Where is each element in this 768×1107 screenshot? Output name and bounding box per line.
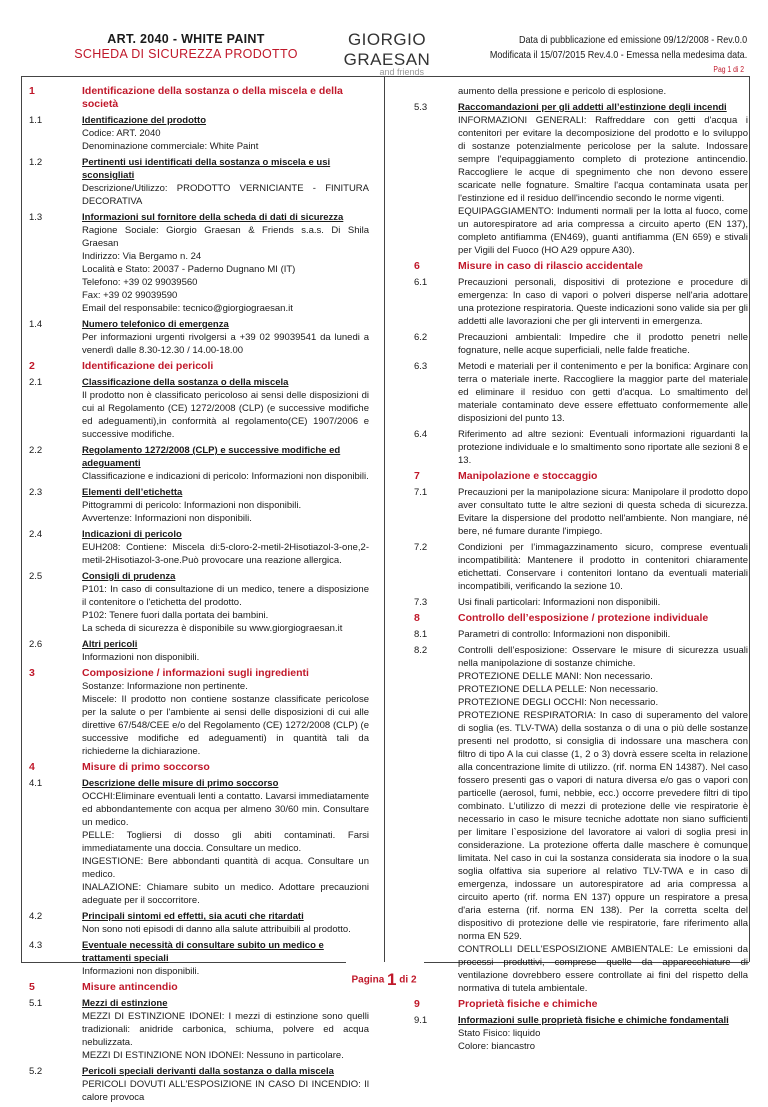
subsection-title: Informazioni sul fornitore della scheda di dati di sicurezza	[82, 212, 344, 223]
section-number: 2	[29, 360, 35, 372]
subsection	[29, 638, 369, 651]
body-paragraph: MEZZI DI ESTINZIONE IDONEI: I mezzi di estinzione sono quelli tradizionali: anidride carbonica, schiuma, polvere ed acqua nebulizzata.	[82, 1011, 369, 1048]
subsection-body	[458, 596, 748, 609]
section-number	[414, 85, 458, 98]
body-paragraph: MEZZI DI ESTINZIONE NON IDONEI: Nessuno in particolare.	[82, 1050, 344, 1061]
body-paragraph: Codice: ART. 2040	[82, 128, 161, 139]
section-number: 4	[29, 761, 35, 773]
subsection	[29, 156, 369, 182]
subsection	[414, 331, 748, 357]
subsection	[29, 939, 369, 965]
body-paragraph: Pittogrammi di pericolo: Informazioni non disponibili.	[82, 500, 302, 511]
section-heading	[414, 612, 748, 625]
header-left	[56, 32, 316, 61]
subsection-title: Principali sintomi ed effetti, sia acuti che ritardati	[82, 911, 304, 922]
section-number: 6.4	[414, 429, 428, 440]
section-heading	[29, 761, 369, 774]
body-paragraph: Fax: +39 02 99039590	[82, 290, 178, 301]
body-paragraph: Precauzioni ambientali: Impedire che il prodotto penetri nelle fognature, nelle acque superficiali, nelle falde freatiche.	[458, 332, 748, 356]
section-number: 5.2	[29, 1066, 43, 1077]
section-title: Misure di primo soccorso	[82, 761, 210, 773]
section-number: 2.5	[29, 571, 43, 582]
subsection-title: Pertinenti usi identificati della sostanza o miscela e usi sconsigliati	[82, 157, 331, 181]
body-paragraph: OCCHI:Eliminare eventuali lenti a contatto. Lavarsi immediatamente ed abbondantemente con acqua per almeno 30/60 min. Consultare un medico.	[82, 791, 369, 828]
section-number: 7.2	[414, 542, 428, 553]
subsection	[29, 114, 369, 127]
section-number: 4.1	[29, 778, 43, 789]
body-paragraph: Sostanze: Informazione non pertinente.	[82, 681, 248, 692]
subsection-body	[458, 644, 748, 995]
body-paragraph: Avvertenze: Informazioni non disponibili.	[82, 513, 252, 524]
publication-date: Data di pubblicazione ed emissione 09/12/2008 - Rev.0.0	[518, 34, 747, 46]
section-number: 1	[29, 85, 35, 97]
section-title: Composizione / informazioni sugli ingredienti	[82, 667, 309, 679]
subsection-body	[458, 360, 748, 425]
body-paragraph: Metodi e materiali per il contenimento e per la bonifica: Arginare con terra o materiale inerte. Raccogliere la maggior parte del materiale ed eliminare il residuo con getti d'acqua. Lo smaltimento del materiale contaminato deve essere effettuato conformemente alle disposizioni del punto 13.	[458, 361, 748, 424]
footer-total: di 2	[399, 974, 417, 986]
section-number: 1.2	[29, 157, 43, 168]
section-heading	[414, 260, 748, 273]
body-paragraph: P102: Tenere fuori dalla portata dei bambini.	[82, 610, 269, 621]
section-number: 2.6	[29, 639, 43, 650]
body-paragraph: INFORMAZIONI GENERALI: Raffreddare con getti d'acqua i contenitori per evitare la decomposizione del prodotto e lo sviluppo di sostanze potenzialmente pericolose per la salute. Indossare sempre l'equipaggiamento completo di protezione antincendio. Raccogliere le acque di spegnimento che non devono essere scaricate nelle fognature. Smaltire l'acqua contaminata usata per l'estinzione ed il residuo dell'incendio secondo le norme vigenti.	[458, 115, 748, 204]
section-number: 6.2	[414, 332, 428, 343]
left-column-rule	[21, 76, 22, 962]
footer-page	[0, 970, 768, 990]
section-number: 7.3	[414, 597, 428, 608]
subsection-body	[458, 486, 748, 538]
body-paragraph: Miscele: Il prodotto non contiene sostanze classificate pericolose per la salute o per l'ambiente ai sensi delle disposizioni di cui alle direttive 67/548/CEE e/o del Regolamento (CE) 1272/2008 (CLP) (e successive modifiche ed adeguamenti) in quantità tali da richiederne la dichiarazione.	[82, 694, 369, 757]
section-number: 1.1	[29, 115, 43, 126]
section-number: 7	[414, 470, 420, 482]
section-heading	[29, 667, 369, 680]
section-title: Manipolazione e stoccaggio	[458, 470, 598, 482]
subsection	[29, 318, 369, 331]
center-column-rule	[384, 76, 385, 962]
subsection-body	[458, 331, 748, 357]
subsection-title: Classificazione della sostanza o della miscela	[82, 377, 289, 388]
section-title: Misure antincendio	[82, 981, 178, 993]
section-title: Identificazione della sostanza o della miscela e della società	[82, 85, 343, 110]
subsection-title: Identificazione del prodotto	[82, 115, 207, 126]
body-paragraph: Stato Fisico: liquido	[458, 1028, 541, 1039]
section-heading	[29, 85, 369, 111]
article-title: ART. 2040 - WHITE PAINT	[107, 32, 265, 46]
body-paragraph: Email del responsabile: tecnico@giorgiograesan.it	[82, 303, 293, 314]
header-rule	[21, 76, 749, 77]
subsection	[414, 276, 748, 328]
modification-date: Modificata il 15/07/2015 Rev.4.0 - Emessa nella medesima data.	[489, 48, 747, 61]
subsection	[29, 570, 369, 583]
body-paragraph: PERICOLI DOVUTI ALL'ESPOSIZIONE IN CASO DI INCENDIO: Il calore provoca	[82, 1079, 369, 1103]
section-number: 7.1	[414, 487, 428, 498]
body-paragraph: PROTEZIONE DEGLI OCCHI: Non necessario.	[458, 697, 659, 708]
section-title: Controllo dell’esposizione / protezione individuale	[458, 612, 709, 624]
section-number: 4.3	[29, 940, 43, 951]
body-paragraph: EUH208: Contiene: Miscela di:5-cloro-2-metil-2Hisotiazol-3-one,2-metil-2Hisotiazol-3-one.Può provocare una reazione allergica.	[82, 542, 369, 566]
body-paragraph: Controlli dell’esposizione: Osservare le misure di sicurezza usuali nella manipolazione di sostanze chimiche.	[458, 645, 748, 669]
subsection-body	[458, 628, 748, 641]
body-paragraph: P101: In caso di consultazione di un medico, tenere a disposizione il contenitore o l'etichetta del prodotto.	[82, 584, 369, 608]
subsection	[414, 486, 748, 538]
page-indicator-top: Pag 1 di 2	[713, 65, 744, 74]
body-paragraph: INGESTIONE: Bere abbondanti quantità di acqua. Consultare un medico.	[82, 856, 369, 880]
subsection	[29, 486, 369, 499]
section-number: 5.1	[29, 998, 43, 1009]
section-title: Proprietà fisiche e chimiche	[458, 998, 598, 1010]
body-paragraph: Classificazione e indicazioni di pericolo: Informazioni non disponibili.	[82, 471, 369, 482]
section-number: 4.2	[29, 911, 43, 922]
subsection-title: Informazioni sulle proprietà fisiche e chimiche fondamentali	[458, 1015, 729, 1026]
body-paragraph: PELLE: Togliersi di dosso gli abiti contaminati. Farsi immediatamente una doccia. Consultare un medico.	[82, 830, 369, 854]
section-number: 1.3	[29, 212, 43, 223]
logo-sub: and friends	[379, 67, 424, 77]
section-title: Misure in caso di rilascio accidentale	[458, 260, 643, 272]
subsection	[29, 376, 369, 389]
body-paragraph: Informazioni non disponibili.	[82, 652, 200, 663]
body-paragraph: Riferimento ad altre sezioni: Eventuali informazioni riguardanti la protezione individuale e lo smaltimento sono riportate alle sezioni 8 e 13.	[458, 429, 748, 466]
sheet-type: SCHEDA DI SICUREZZA PRODOTTO	[74, 47, 298, 61]
right-column-rule	[749, 76, 750, 962]
body-paragraph: PROTEZIONE DELLE MANI: Non necessario.	[458, 671, 653, 682]
right-column	[414, 85, 748, 1056]
body-paragraph: Ragione Sociale: Giorgio Graesan & Friends s.a.s. Di Shila Graesan	[82, 225, 369, 249]
subsection-title: Eventuale necessità di consultare subito un medico e trattamenti speciali	[82, 940, 324, 964]
subsection	[29, 1065, 369, 1078]
subsection	[414, 85, 748, 98]
section-heading	[29, 360, 369, 373]
body-paragraph: PROTEZIONE RESPIRATORIA: In caso di superamento del valore di soglia (es. TLV-TWA) della sostanza o di una o più delle sostanze presenti nel prodotto, si consiglia di indossare una maschera con filtro di tipo A la cui classe (1, 2 o 3) dovrà essere scelta in relazione alla concentrazione limite di utilizzo. (rif. norma EN 14387). Nel caso fossero presenti gas o vapori di natura diversa e/o gas o vapori con particelle (aerosol, fumi, nebbie, ecc.) occorre prevedere filtri di tipo combinato. L’utilizzo di mezzi di protezione delle vie respiratorie è necessario in caso le misure tecniche adottate non siano sufficienti per limitare l`esposizione del lavoratore ai valori di soglia presi in considerazione. La protezione offerta dalle maschere è comunque limitata. Nel caso in cui la sostanza considerata sia inodore o la sua soglia olfattiva sia superiore al relativo TLV-TWA e in caso di emergenza, indossare un autorespiratore ad aria compressa a circuito aperto (rif. norma EN 137) oppure un respiratore a presa d'aria esterna (rif. norma EN 138). Per la corretta scelta del dispositivo di protezione delle vie respiratorie, fare riferimento alla norma EN 529.	[458, 710, 748, 942]
section-number: 2.1	[29, 377, 43, 388]
subsection-body	[458, 85, 748, 98]
body-paragraph: Precauzioni per la manipolazione sicura: Manipolare il prodotto dopo aver consultato tutte le altre sezioni di questa scheda di sicurezza. Evitare la dispersione del prodotto nell'ambiente. Non mangiare, né bere, né fumare durante l'impiego.	[458, 487, 748, 537]
section-number: 6	[414, 260, 420, 272]
body-paragraph: Condizioni per l’immagazzinamento sicuro, comprese eventuali incompatibilità: Mantenere il prodotto in contenitori chiaramente etichettati. Conservare i contenitori lontano da eventuali materiali incompatibili, verificando la sezione 10.	[458, 542, 748, 592]
subsection-body	[458, 428, 748, 467]
company-logo	[312, 30, 462, 77]
body-paragraph: Telefono: +39 02 99039560	[82, 277, 198, 288]
section-heading	[414, 998, 748, 1011]
subsection-title: Raccomandazioni per gli addetti all’estinzione degli incendi	[458, 102, 727, 113]
body-paragraph: Il prodotto non è classificato pericoloso ai sensi delle disposizioni di cui al Regolamento (CE) 1272/2008 (CLP) (e successive modifiche ed adeguamenti),in conformità al regolamento(CE) 1907/2006 e successive modifiche.	[82, 390, 369, 440]
section-number: 2.3	[29, 487, 43, 498]
section-number: 8.2	[414, 645, 428, 656]
section-number: 9	[414, 998, 420, 1010]
subsection-title: Elementi dell’etichetta	[82, 487, 183, 498]
subsection-title: Indicazioni di pericolo	[82, 529, 182, 540]
subsection	[414, 541, 748, 593]
section-number: 2.4	[29, 529, 43, 540]
body-paragraph: Descrizione/Utilizzo: PRODOTTO VERNICIANTE - FINITURA DECORATIVA	[82, 183, 369, 207]
subsection-title: Consigli di prudenza	[82, 571, 176, 582]
subsection-title: Numero telefonico di emergenza	[82, 319, 229, 330]
body-paragraph: Precauzioni personali, dispositivi di protezione e procedure di emergenza: In caso di vapori o polveri disperse nell'aria adottare una protezione respiratoria. Queste indicazioni sono valide sia per gli addetti alle lavorazioni che per gli interventi in emergenza.	[458, 277, 748, 327]
subsection	[29, 211, 369, 224]
body-paragraph: Parametri di controllo: Informazioni non disponibili.	[458, 629, 671, 640]
section-number: 8.1	[414, 629, 428, 640]
section-number: 5.3	[414, 102, 428, 113]
body-paragraph: CONTROLLI DELL'ESPOSIZIONE AMBIENTALE: Le emissioni da processi produttivi, comprese quelle da apparecchiature di ventilazione dovrebbero essere controllate ai fini del rispetto della normativa di tutela ambientale.	[458, 944, 748, 994]
subsection	[29, 444, 369, 470]
subsection	[414, 1014, 748, 1027]
body-paragraph: Usi finali particolari: Informazioni non disponibili.	[458, 597, 661, 608]
subsection	[29, 910, 369, 923]
subsection	[414, 628, 748, 641]
section-number: 6.1	[414, 277, 428, 288]
logo-name: GIORGIO GRAESAN	[343, 30, 431, 69]
footer-page-number: 1	[387, 970, 397, 989]
body-paragraph: Non sono noti episodi di danno alla salute attribuibili al prodotto.	[82, 924, 351, 935]
body-paragraph: aumento della pressione e pericolo di esplosione.	[458, 86, 667, 97]
section-heading	[414, 470, 748, 483]
section-title: Identificazione dei pericoli	[82, 360, 214, 372]
subsection-title: Mezzi di estinzione	[82, 998, 168, 1009]
body-paragraph: INALAZIONE: Chiamare subito un medico. Adottare precauzioni adeguate per il soccorritore.	[82, 882, 369, 906]
body-paragraph: EQUIPAGGIAMENTO: Indumenti normali per la lotta al fuoco, come un autorespiratore ad aria compressa a circuito aperto (EN 137), completo antifiamma (EN469), guanti antifiamma (EN 659) e stivali per Vigili del Fuoco (HO A29 oppure A30).	[458, 206, 748, 256]
section-number: 8	[414, 612, 420, 624]
subsection	[29, 777, 369, 790]
body-paragraph: Informazioni non disponibili.	[82, 966, 200, 977]
subsection-title: Pericoli speciali derivanti dalla sostanza o dalla miscela	[82, 1066, 334, 1077]
body-paragraph: Per informazioni urgenti rivolgersi a +39 02 99039541 da lunedi a venerdì dalle 8.30-12.30 / 14.00-18.00	[82, 332, 369, 356]
subsection	[29, 528, 369, 541]
section-number: 2.2	[29, 445, 43, 456]
section-number: 6.3	[414, 361, 428, 372]
body-paragraph: Colore: biancastro	[458, 1041, 536, 1052]
body-paragraph: Località e Stato: 20037 - Paderno Dugnano MI (IT)	[82, 264, 296, 275]
body-paragraph: PROTEZIONE DELLA PELLE: Non necessario.	[458, 684, 659, 695]
header-right	[490, 33, 747, 62]
section-number: 9.1	[414, 1015, 428, 1026]
body-paragraph: La scheda di sicurezza è disponibile su www.giorgiograesan.it	[82, 623, 343, 634]
subsection	[414, 101, 748, 114]
subsection	[414, 596, 748, 609]
subsection-title: Altri pericoli	[82, 639, 138, 650]
subsection	[29, 997, 369, 1010]
subsection-body	[458, 541, 748, 593]
section-number: 1.4	[29, 319, 43, 330]
subsection	[414, 428, 748, 467]
body-paragraph: Indirizzo: Via Bergamo n. 24	[82, 251, 202, 262]
subsection	[414, 360, 748, 425]
subsection-title: Regolamento 1272/2008 (CLP) e successive modifiche ed adeguamenti	[82, 445, 341, 469]
left-column	[29, 85, 369, 1107]
section-number: 3	[29, 667, 35, 679]
body-paragraph: Denominazione commerciale: White Paint	[82, 141, 259, 152]
subsection	[414, 644, 748, 995]
subsection-body	[458, 276, 748, 328]
subsection-title: Descrizione delle misure di primo soccorso	[82, 778, 279, 789]
section-number: 5	[29, 981, 35, 993]
footer-pagina: Pagina	[351, 974, 385, 986]
